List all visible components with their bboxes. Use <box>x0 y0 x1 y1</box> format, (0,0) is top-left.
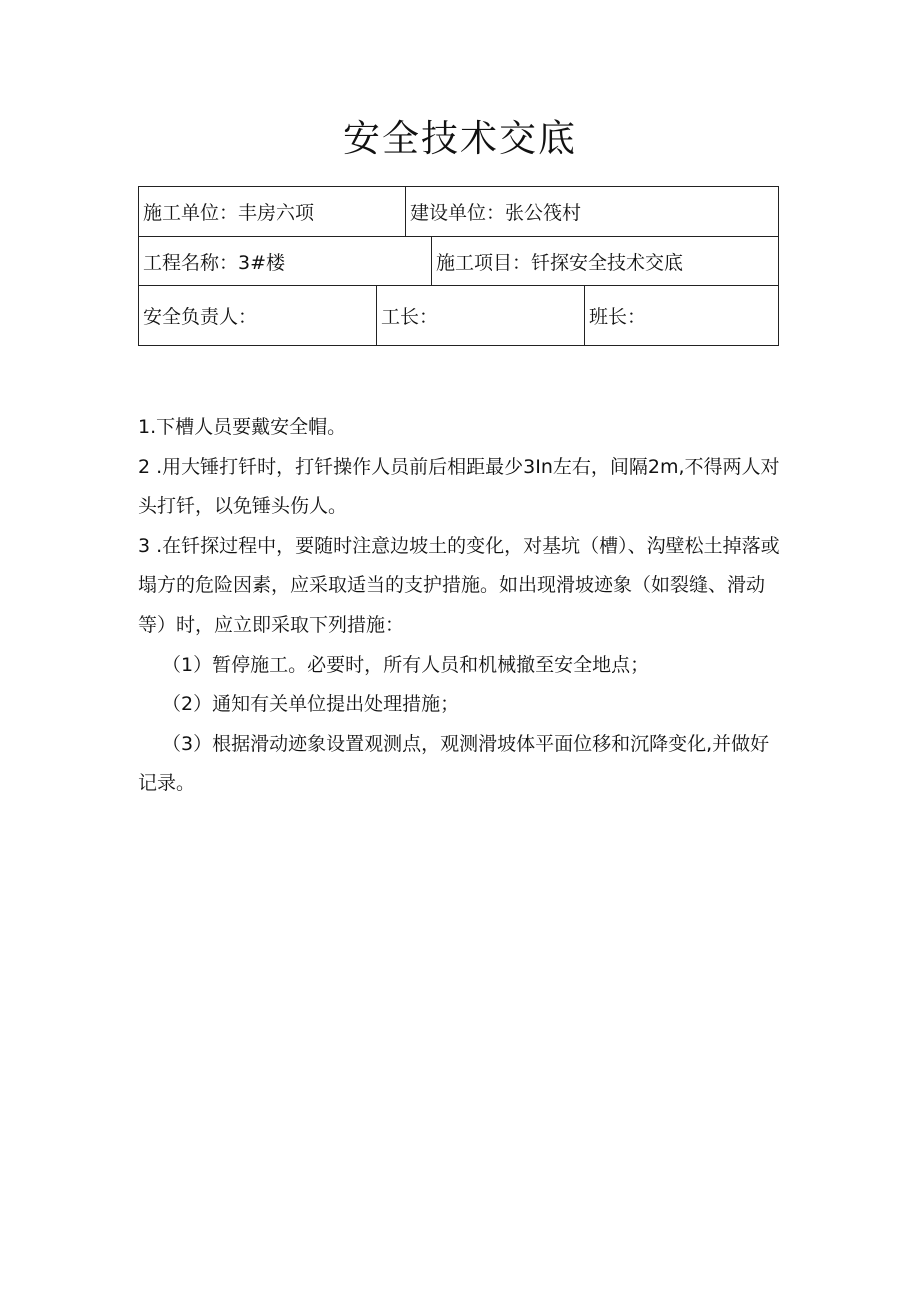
item-2: 2 .用大锤打钎时，打钎操作人员前后相距最少3In左右，间隔2m,不得两人对头打钎，以免锤头伤人。 <box>138 455 780 518</box>
item-1: 1.下槽人员要戴安全帽。 <box>138 416 347 438</box>
safety-lead-cell: 安全负责人： <box>143 306 258 328</box>
document-title: 安全技术交底 <box>343 117 577 160</box>
building-unit-cell: 建设单位：张公筏村 <box>405 187 778 236</box>
info-row-1 <box>139 187 778 237</box>
construction-item-cell: 施工项目：钎探安全技术交底 <box>431 237 778 285</box>
measure-1: （1）暂停施工。必要时，所有人员和机械撤至安全地点； <box>162 653 650 676</box>
team-leader-cell: 班长： <box>584 286 778 345</box>
foreman-cell: 工长： <box>376 286 584 345</box>
project-name-cell: 工程名称：3#楼 <box>143 251 286 274</box>
construction-unit-cell: 施工单位：丰房六项 <box>143 202 315 224</box>
measure-3: （3）根据滑动迹象设置观测点，观测滑坡体平面位移和沉降变化,并做好记录。 <box>138 732 770 795</box>
info-row-2 <box>139 237 778 286</box>
info-table <box>138 186 779 346</box>
measure-2: （2）通知有关单位提出处理措施； <box>162 693 460 716</box>
item-3: 3 .在钎探过程中，要随时注意边坡土的变化，对基坑（槽）、沟壁松土掉落或塌方的危险因素，应采取适当的支护措施。如出现滑坡迹象（如裂缝、滑动等）时，应立即采取下列措施： <box>138 534 780 636</box>
info-row-3 <box>139 286 778 345</box>
safety-content <box>138 408 780 804</box>
